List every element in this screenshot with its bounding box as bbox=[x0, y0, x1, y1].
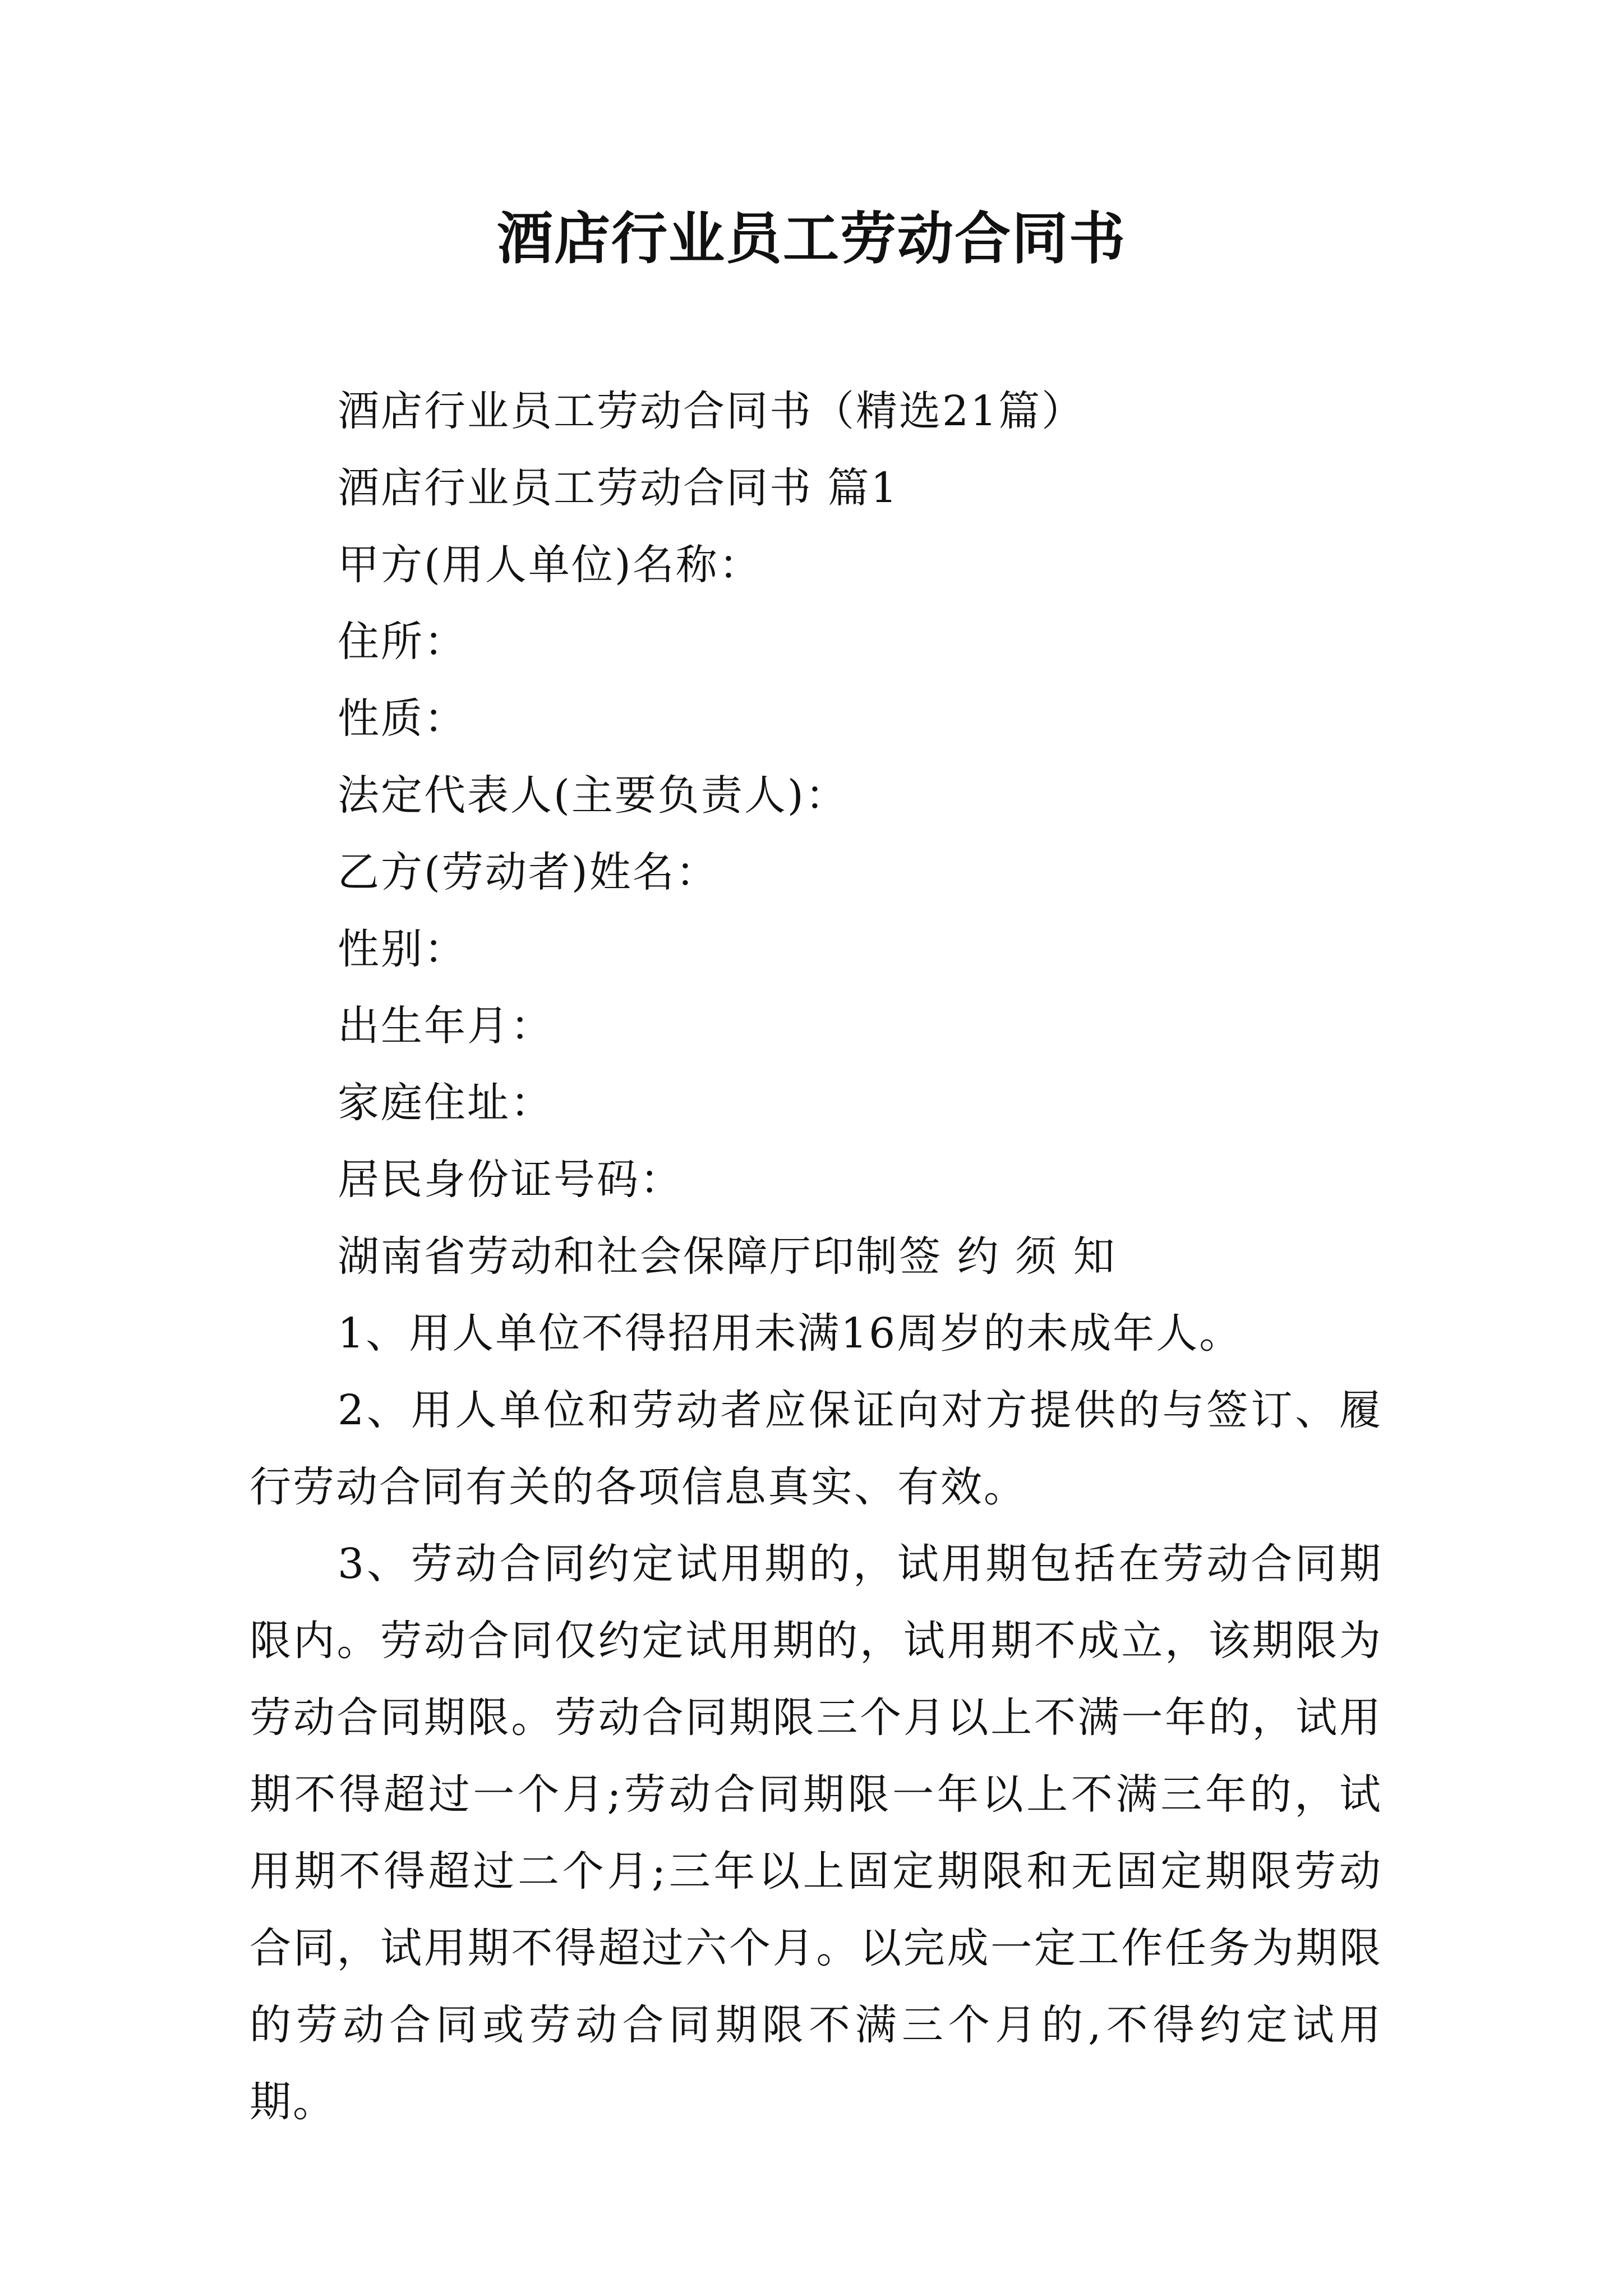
section-heading: 酒店行业员工劳动合同书 篇1 bbox=[338, 464, 899, 512]
home-address-field: 家庭住址： bbox=[338, 1079, 554, 1127]
nature-field: 性质： bbox=[338, 694, 467, 743]
document-title: 酒店行业员工劳动合同书 bbox=[497, 205, 1126, 272]
birth-date-field: 出生年月： bbox=[338, 1002, 554, 1050]
notice-item-2: 2、用人单位和劳动者应保证向对方提供的与签订、履行劳动合同有关的各项信息真实、有效。 bbox=[250, 1386, 1382, 1511]
party-a-name-field: 甲方(用人单位)名称： bbox=[338, 541, 762, 589]
subtitle-line: 酒店行业员工劳动合同书（精选21篇） bbox=[338, 387, 1085, 435]
document-body bbox=[250, 373, 1382, 2141]
notice-item-1: 1、用人单位不得招用未满16周岁的未成年人。 bbox=[338, 1309, 1243, 1358]
address-field: 住所： bbox=[338, 618, 467, 666]
gender-field: 性别： bbox=[338, 925, 467, 973]
id-number-field: 居民身份证号码： bbox=[338, 1156, 683, 1204]
party-b-name-field: 乙方(劳动者)姓名： bbox=[338, 848, 719, 896]
notice-item-3: 3、劳动合同约定试用期的，试用期包括在劳动合同期限内。劳动合同仅约定试用期的，试用期不成立，该期限为劳动合同期限。劳动合同期限三个月以上不满一年的，试用期不得超过一个月;劳动合同期限一年以上不满三年的，试用期不得超过二个月;三年以上固定期限和无固定期限劳动合同，试用期不得超过六个月。以完成一定工作任务为期限的劳动合同或劳动合同期限不满三个月的,不得约定试用期。 bbox=[250, 1540, 1382, 2126]
legal-representative-field: 法定代表人(主要负责人)： bbox=[338, 771, 849, 820]
signing-notice-heading: 湖南省劳动和社会保障厅印制签 约 须 知 bbox=[338, 1232, 1117, 1281]
